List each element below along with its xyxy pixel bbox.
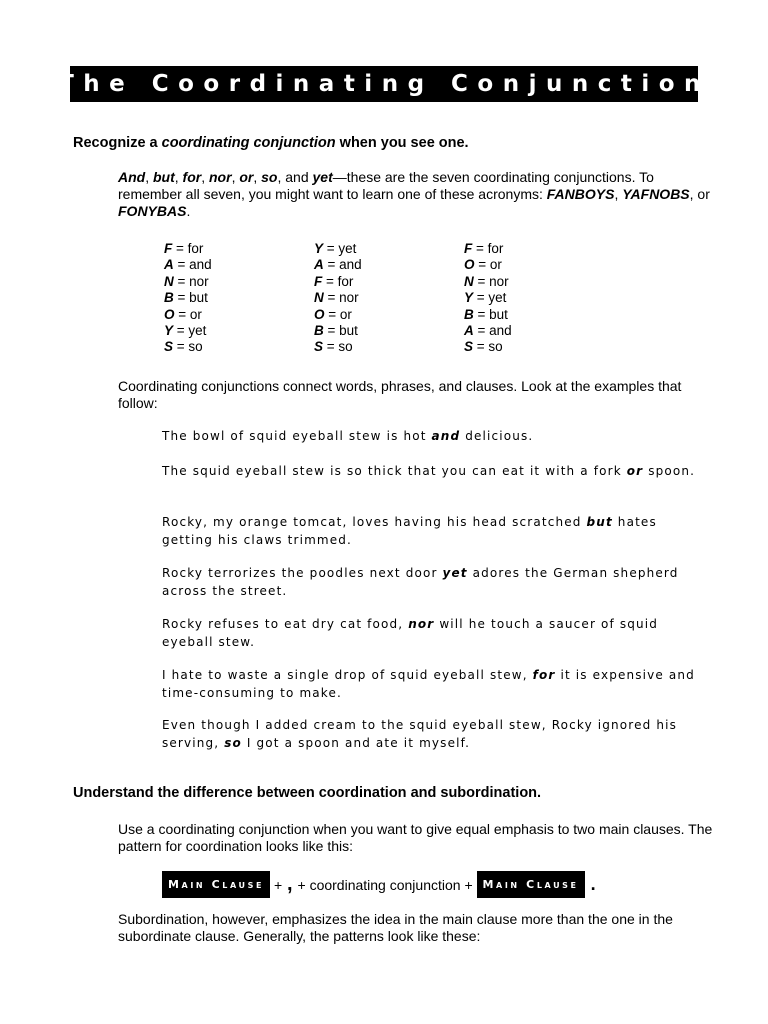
main-clause-box: Main Clause [477, 871, 585, 898]
acronym-row [314, 339, 362, 355]
acronym-row [464, 290, 512, 306]
acronym-row [164, 274, 212, 290]
acronym-word: = or [474, 257, 502, 273]
separator: , and [277, 169, 313, 185]
acronym-row [314, 307, 362, 323]
heading-text: when you see one. [335, 135, 469, 151]
example-sentence [162, 462, 702, 480]
acronym-letter: Y [314, 241, 324, 256]
acronym-letter: B [464, 306, 474, 322]
acronym-word: = nor [473, 273, 509, 289]
example-text: I got a spoon and ate it myself. [241, 736, 471, 750]
acronym-row [314, 274, 362, 290]
example-conjunction: yet [442, 566, 468, 580]
example-text: Rocky terrorizes the poodles next door [162, 566, 443, 580]
example-text: will he touch a saucer of squid eyeball stew. [162, 617, 659, 649]
example-text: The squid eyeball stew is so thick that you can eat it with a fork [162, 464, 627, 478]
acronym-row [464, 257, 512, 273]
acronym-column-fanboys [164, 241, 212, 356]
separator: , [231, 169, 240, 185]
acronym-word: = and [323, 257, 362, 273]
example-sentence [162, 666, 702, 702]
acronym-letter: F [314, 273, 323, 289]
section-heading-recognize [73, 135, 469, 151]
separator: , [253, 169, 262, 185]
conjunction-term: And [118, 169, 146, 185]
acronym-word: = and [173, 257, 212, 273]
acronym-term: FANBOYS [546, 186, 615, 202]
separator: , [201, 169, 209, 185]
acronym-letter: S [314, 339, 324, 355]
period-symbol: . [590, 874, 596, 894]
acronym-letter: S [164, 339, 174, 355]
acronym-row [164, 241, 212, 257]
intro-paragraph [118, 169, 718, 220]
acronym-term: FONYBAS [118, 203, 187, 219]
acronym-letter: N [164, 273, 174, 289]
acronym-letter: N [314, 290, 324, 306]
coordination-paragraph: Use a coordinating conjunction when you want to give equal emphasis to two main clauses. The pattern for coordination looks like this: [118, 821, 713, 854]
example-text: delicious. [460, 429, 534, 443]
acronym-letter: O [464, 257, 475, 273]
page-title: The Coordinating Conjunction [70, 66, 698, 102]
example-text: Rocky refuses to eat dry cat food, [162, 617, 409, 631]
acronym-word: = so [323, 339, 353, 355]
acronym-row [164, 323, 212, 339]
acronym-word: = and [473, 323, 512, 339]
acronym-letter: O [314, 306, 325, 322]
acronym-row [314, 257, 362, 273]
acronym-column-fonybas [464, 241, 512, 356]
example-conjunction: and [431, 429, 461, 443]
acronym-word: = nor [323, 290, 359, 306]
separator: , or [689, 186, 710, 202]
example-sentence [162, 564, 702, 600]
acronym-letter: A [314, 257, 324, 273]
acronym-letter: A [164, 257, 174, 273]
acronym-word: = for [172, 241, 204, 256]
example-conjunction: so [224, 736, 242, 750]
example-text: spoon. [643, 464, 696, 478]
separator: , [174, 169, 183, 185]
example-text: I hate to waste a single drop of squid eyeball stew, [162, 668, 533, 682]
acronym-row [314, 241, 362, 257]
acronym-letter: N [464, 273, 474, 289]
acronym-row [464, 339, 512, 355]
acronym-word: = so [473, 339, 503, 355]
acronym-row [314, 290, 362, 306]
acronym-word: = for [322, 273, 354, 289]
acronym-word: = for [472, 241, 504, 256]
conjunction-term: but [153, 169, 175, 185]
acronym-letter: F [464, 241, 473, 256]
conjunction-term: or [239, 169, 254, 185]
acronym-word: = yet [323, 241, 357, 256]
acronym-row [464, 323, 512, 339]
intro-text: —these are the seven coordinating conjunctions. To remember all seven, you might want to learn one of these acronyms: [118, 169, 654, 202]
acronym-word: = but [473, 306, 508, 322]
example-sentence [162, 615, 702, 651]
acronym-word: = but [323, 323, 358, 339]
example-sentence [162, 716, 702, 752]
acronym-letter: F [164, 241, 173, 256]
acronym-row [464, 307, 512, 323]
plus-sign: + [270, 876, 287, 893]
example-text: Even though I added cream to the squid eyeball stew, Rocky ignored his serving, [162, 718, 678, 750]
example-conjunction: nor [408, 617, 435, 631]
acronym-row [164, 257, 212, 273]
examples-intro: Coordinating conjunctions connect words, phrases, and clauses. Look at the examples that follow: [118, 378, 682, 411]
acronym-word: = yet [473, 290, 507, 306]
acronym-row [164, 290, 212, 306]
example-sentence [162, 513, 702, 549]
acronym-letter: Y [164, 323, 174, 339]
acronym-word: = nor [173, 273, 209, 289]
acronym-word: = so [173, 339, 203, 355]
example-conjunction: but [586, 515, 613, 529]
acronym-word: = but [173, 290, 208, 306]
acronym-row [164, 339, 212, 355]
example-text: The bowl of squid eyeball stew is hot [162, 429, 432, 443]
acronym-row [164, 307, 212, 323]
acronym-row [464, 274, 512, 290]
separator: , [614, 186, 623, 202]
heading-emphasis: coordinating conjunction [161, 135, 336, 151]
acronym-word: = or [174, 306, 202, 322]
example-conjunction: for [532, 668, 556, 682]
example-sentence [162, 427, 702, 445]
section-heading-coordination: Understand the difference between coordination and subordination. [73, 785, 542, 801]
conjunction-term: for [182, 169, 202, 185]
coordination-pattern [162, 871, 596, 898]
separator: . [186, 203, 191, 219]
acronym-row [314, 323, 362, 339]
acronym-letter: Y [464, 290, 474, 306]
acronym-column-yafnobs [314, 241, 362, 356]
example-text: it is expensive and time-consuming to make. [162, 668, 695, 700]
acronym-letter: O [164, 306, 175, 322]
main-clause-box: Main Clause [162, 871, 270, 898]
acronym-letter: S [464, 339, 474, 355]
example-conjunction: or [626, 464, 644, 478]
pattern-middle-text: + coordinating conjunction + [293, 876, 477, 893]
example-text: hates getting his claws trimmed. [162, 515, 657, 547]
conjunction-term: so [261, 169, 278, 185]
acronym-letter: B [164, 290, 174, 306]
conjunction-term: nor [209, 169, 232, 185]
example-text: Rocky, my orange tomcat, loves having his head scratched [162, 515, 587, 529]
separator: , [145, 169, 153, 185]
heading-text: Recognize a [73, 135, 162, 151]
comma-symbol: , [287, 873, 293, 895]
acronym-term: YAFNOBS [622, 186, 690, 202]
example-text: adores the German shepherd across the street. [162, 566, 679, 598]
acronym-row [464, 241, 512, 257]
acronym-letter: A [464, 323, 474, 339]
conjunction-term: yet [312, 169, 333, 185]
acronym-word: = or [324, 306, 352, 322]
acronym-word: = yet [173, 323, 207, 339]
acronym-letter: B [314, 323, 324, 339]
subordination-paragraph: Subordination, however, emphasizes the idea in the main clause more than the one in the subordinate clause. Generally, the patterns look like these: [118, 911, 673, 944]
